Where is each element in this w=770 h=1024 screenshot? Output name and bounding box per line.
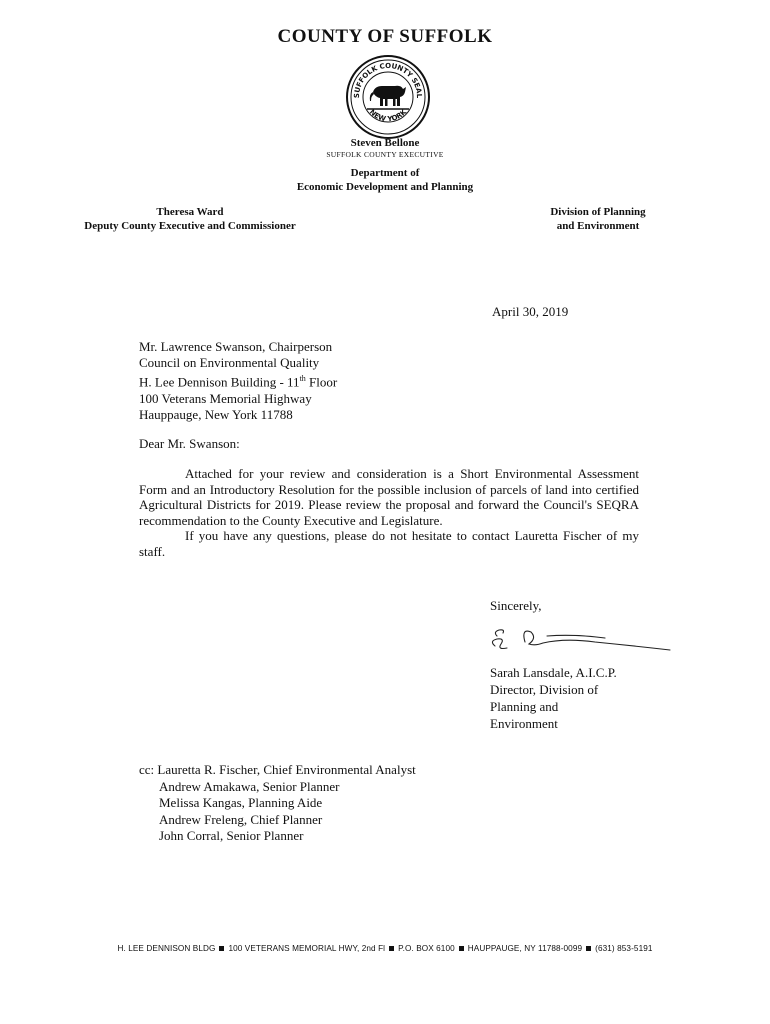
greeting: Dear Mr. Swanson: — [139, 436, 240, 451]
cc-line: Melissa Kangas, Planning Aide — [159, 795, 323, 811]
letter-date: April 30, 2019 — [492, 304, 569, 319]
county-seal-icon — [345, 54, 431, 140]
cc-line: cc: Lauretta R. Fischer, Chief Environmental Analyst — [139, 762, 416, 777]
body-paragraph-2: If you have any questions, please do not hesitate to contact Lauretta Fischer of my staff. — [139, 528, 639, 559]
deputy-title: Deputy County Executive and Commissioner — [84, 220, 296, 232]
signer-name: Sarah Lansdale, A.I.C.P. — [490, 665, 617, 680]
cc-line: John Corral, Senior Planner — [159, 828, 304, 844]
cc-line: Andrew Freleng, Chief Planner — [159, 811, 323, 827]
division-line-1: Division of Planning — [550, 206, 646, 218]
square-bullet-icon — [219, 946, 224, 951]
executive-name: Steven Bellone — [350, 137, 420, 149]
footer-item: P.O. BOX 6100 — [398, 944, 455, 953]
seal-top-text: SUFFOLK COUNTY SEAL — [352, 62, 424, 99]
department-line-1: Department of — [350, 167, 420, 179]
signer-title: Director, Division of — [490, 682, 599, 697]
recipient-line: Council on Environmental Quality — [139, 355, 320, 371]
recipient-line: 100 Veterans Memorial Highway — [139, 390, 312, 406]
square-bullet-icon — [389, 946, 394, 951]
deputy-name: Theresa Ward — [156, 206, 224, 218]
cc-line: Andrew Amakawa, Senior Planner — [159, 778, 340, 794]
footer-item: HAUPPAUGE, NY 11788-0099 — [467, 944, 583, 953]
recipient-line: H. Lee Dennison Building - 11th Floor — [139, 374, 338, 390]
signer-title: Planning and — [490, 699, 559, 714]
closing: Sincerely, — [490, 598, 542, 613]
recipient-line: Mr. Lawrence Swanson, Chairperson — [139, 339, 333, 354]
recipient-address — [139, 339, 337, 423]
footer-item: 100 VETERANS MEMORIAL HWY, 2nd Fl — [228, 944, 386, 953]
division-line-2: and Environment — [556, 220, 640, 232]
square-bullet-icon — [459, 946, 464, 951]
letter-body — [139, 466, 639, 559]
recipient-line: Hauppauge, New York 11788 — [139, 407, 293, 423]
executive-title: SUFFOLK COUNTY EXECUTIVE — [326, 150, 444, 159]
department-line-2: Economic Development and Planning — [296, 181, 474, 193]
seal-bottom-text: NEW YORK — [367, 108, 409, 124]
footer-address — [0, 944, 770, 953]
footer-item: H. LEE DENNISON BLDG — [117, 944, 216, 953]
square-bullet-icon — [586, 946, 591, 951]
cc-list — [139, 762, 416, 845]
footer-item: (631) 853-5191 — [595, 944, 653, 953]
signer-block — [490, 664, 660, 732]
body-paragraph-1: Attached for your review and consideration is a Short Environmental Assessment Form and an Introductory Resolution for the possible inclusion of parcels of land into certified Agricultural Districts for 2019. Please review the proposal and forward the Council's SEQRA recommendation to the County Executive and Legislature. — [139, 466, 639, 528]
signer-title: Environment — [490, 716, 558, 731]
county-title: COUNTY OF SUFFOLK — [277, 26, 493, 47]
